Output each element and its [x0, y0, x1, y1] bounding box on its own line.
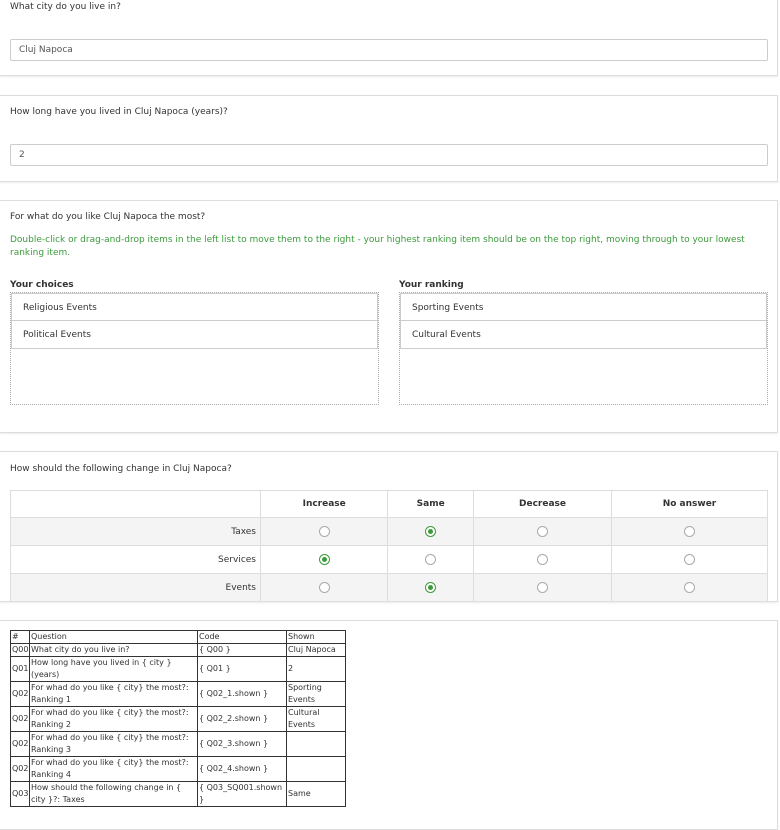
- choices-label: Your choices: [10, 280, 74, 290]
- matrix-cell: [388, 546, 474, 574]
- matrix-cell: [261, 546, 388, 574]
- question-years-panel: [0, 95, 778, 182]
- matrix-row-label: Taxes: [11, 518, 261, 546]
- summary-cell-shown: Cluj Napoca: [287, 644, 346, 657]
- summary-cell-number: Q02: [11, 682, 30, 707]
- radio-button[interactable]: [684, 582, 695, 593]
- radio-button[interactable]: [319, 582, 330, 593]
- radio-button[interactable]: [425, 554, 436, 565]
- summary-row: [11, 707, 346, 732]
- ranking-help-text: Double-click or drag-and-drop items in the left list to move them to the right - your highest ranking item should be on the top right, moving through to your lowest ranking item.: [10, 235, 745, 258]
- summary-cell-number: Q02: [11, 732, 30, 757]
- summary-cell-question: For whad do you like { city} the most?: Ranking 2: [30, 707, 198, 732]
- matrix-cell: [611, 518, 767, 546]
- summary-cell-number: Q02: [11, 707, 30, 732]
- summary-row: [11, 644, 346, 657]
- matrix-cell: [388, 518, 474, 546]
- matrix-row: [11, 546, 768, 574]
- matrix-cell: [474, 518, 612, 546]
- years-input[interactable]: 2: [10, 144, 768, 166]
- matrix-cell: [611, 546, 767, 574]
- ranking-list[interactable]: [399, 292, 768, 405]
- radio-button[interactable]: [425, 526, 436, 537]
- radio-button[interactable]: [537, 526, 548, 537]
- matrix-row-label: Events: [11, 574, 261, 602]
- question-ranking-text: For what do you like Cluj Napoca the most?: [10, 212, 206, 222]
- matrix-row: [11, 518, 768, 546]
- summary-header-code: Code: [198, 631, 287, 644]
- radio-button[interactable]: [319, 554, 330, 565]
- summary-row: [11, 732, 346, 757]
- ranking-label: Your ranking: [399, 280, 464, 290]
- matrix-cell: [474, 546, 612, 574]
- summary-cell-code: { Q02_4.shown }: [198, 757, 287, 782]
- summary-cell-shown: Same: [287, 782, 346, 807]
- choice-item-political-events[interactable]: Political Events: [11, 321, 378, 349]
- summary-cell-shown: [287, 732, 346, 757]
- summary-table: [10, 630, 346, 807]
- summary-cell-question: What city do you live in?: [30, 644, 198, 657]
- matrix-corner: [11, 491, 261, 518]
- summary-cell-shown: [287, 757, 346, 782]
- radio-button[interactable]: [319, 526, 330, 537]
- summary-header-number: #: [11, 631, 30, 644]
- radio-button[interactable]: [537, 554, 548, 565]
- column-header-decrease: Decrease: [474, 491, 612, 518]
- ranking-item-sporting-events[interactable]: Sporting Events: [400, 293, 767, 321]
- summary-cell-code: { Q00 }: [198, 644, 287, 657]
- question-years-text: How long have you lived in Cluj Napoca (years)?: [10, 107, 228, 117]
- summary-cell-shown: Cultural Events: [287, 707, 346, 732]
- radio-button[interactable]: [537, 582, 548, 593]
- summary-cell-number: Q01: [11, 657, 30, 682]
- city-input[interactable]: Cluj Napoca: [10, 39, 768, 61]
- question-city-panel: [0, 0, 778, 76]
- summary-header-question: Question: [30, 631, 198, 644]
- matrix-row-label: Services: [11, 546, 261, 574]
- choice-item-religious-events[interactable]: Religious Events: [11, 293, 378, 321]
- summary-cell-code: { Q02_2.shown }: [198, 707, 287, 732]
- summary-cell-question: How long have you lived in { city } (years): [30, 657, 198, 682]
- summary-cell-number: Q02: [11, 757, 30, 782]
- radio-button[interactable]: [684, 554, 695, 565]
- summary-header-shown: Shown: [287, 631, 346, 644]
- radio-button[interactable]: [425, 582, 436, 593]
- matrix-cell: [474, 574, 612, 602]
- summary-cell-question: For whad do you like { city} the most?: Ranking 3: [30, 732, 198, 757]
- ranking-item-cultural-events[interactable]: Cultural Events: [400, 321, 767, 349]
- summary-cell-number: Q03: [11, 782, 30, 807]
- matrix-cell: [261, 574, 388, 602]
- column-header-no-answer: No answer: [611, 491, 767, 518]
- column-header-same: Same: [388, 491, 474, 518]
- summary-cell-code: { Q02_3.shown }: [198, 732, 287, 757]
- matrix-cell: [611, 574, 767, 602]
- summary-cell-code: { Q03_SQ001.shown }: [198, 782, 287, 807]
- summary-cell-question: How should the following change in { city }?: Taxes: [30, 782, 198, 807]
- change-matrix: [10, 490, 768, 602]
- matrix-cell: [388, 574, 474, 602]
- summary-row: [11, 657, 346, 682]
- column-header-increase: Increase: [261, 491, 388, 518]
- matrix-cell: [261, 518, 388, 546]
- summary-cell-question: For whad do you like { city} the most?: Ranking 1: [30, 682, 198, 707]
- summary-cell-question: For whad do you like { city} the most?: Ranking 4: [30, 757, 198, 782]
- matrix-row: [11, 574, 768, 602]
- question-ranking-panel: [0, 200, 778, 433]
- summary-cell-code: { Q02_1.shown }: [198, 682, 287, 707]
- radio-button[interactable]: [684, 526, 695, 537]
- summary-row: [11, 682, 346, 707]
- summary-row: [11, 782, 346, 807]
- summary-cell-shown: Sporting Events: [287, 682, 346, 707]
- summary-cell-shown: 2: [287, 657, 346, 682]
- summary-row: [11, 757, 346, 782]
- choices-list[interactable]: [10, 292, 379, 405]
- question-change-text: How should the following change in Cluj Napoca?: [10, 464, 232, 474]
- summary-cell-code: { Q01 }: [198, 657, 287, 682]
- question-city-text: What city do you live in?: [10, 2, 121, 12]
- summary-cell-number: Q00: [11, 644, 30, 657]
